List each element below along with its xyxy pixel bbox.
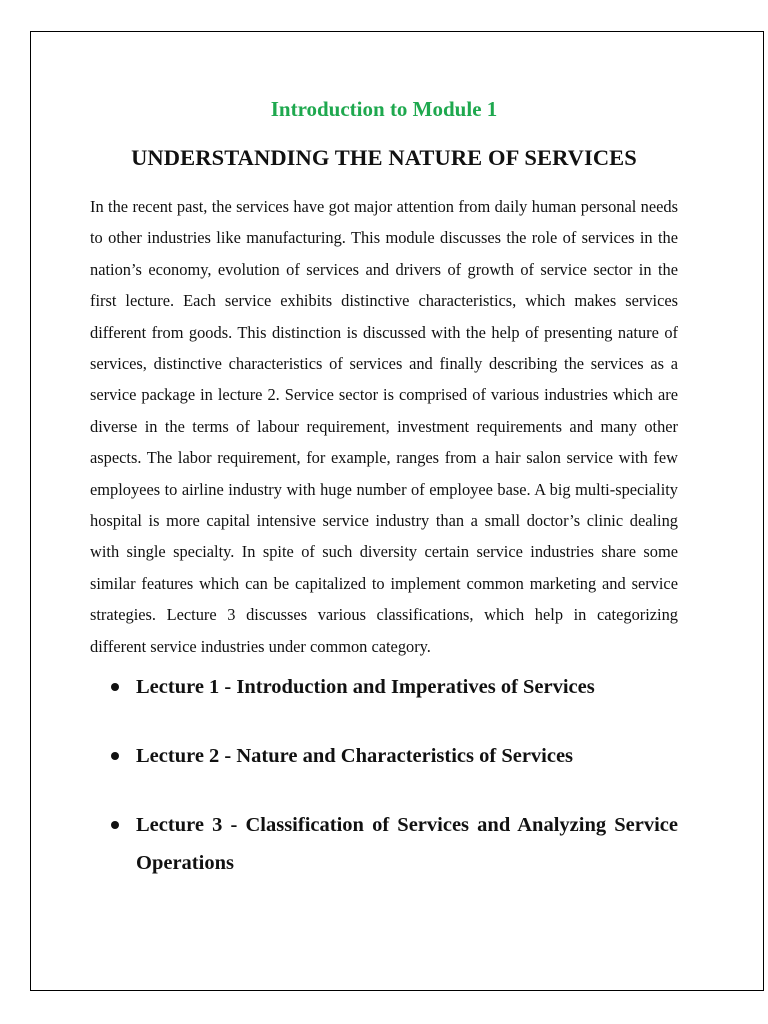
lecture-label: Lecture 3 - Classification of Services and Analyzing Service Operations — [136, 814, 678, 875]
bullet-icon — [111, 821, 119, 829]
lecture-label: Lecture 2 - Nature and Characteristics of Services — [136, 745, 574, 768]
lecture-label: Lecture 1 - Introduction and Imperatives of Services — [136, 676, 595, 699]
intro-paragraph: In the recent past, the services have got major attention from daily human personal needs to other industries like manufacturing. This module discusses the role of services in the nation’s economy, evolution of services and drivers of growth of service sector in the first lecture. Each service exhibits distinctive characteristics, which makes services different from goods. This distinction is discussed with the help of presenting nature of services, distinctive characteristics of services and finally describing the services as a service package in lecture 2. Service sector is comprised of various industries which are diverse in the terms of labour requirement, investment requirements and many other aspects. The labor requirement, for example, ranges from a hair salon service with few employees to airline industry with huge number of employee base. A big multi-speciality hospital is more capital intensive service industry than a small doctor’s clinic dealing with single specialty. In spite of such diversity certain service industries share some similar features which can be capitalized to implement common marketing and service strategies. Lecture 3 discusses various classifications, which help in categorizing different service industries under common category. — [90, 197, 678, 656]
lecture-list — [90, 668, 678, 882]
page-title: UNDERSTANDING THE NATURE OF SERVICES — [131, 145, 637, 170]
lecture-item-1 — [90, 668, 678, 706]
bullet-icon — [111, 752, 119, 760]
lecture-item-3 — [90, 806, 678, 882]
module-title: Introduction to Module 1 — [270, 97, 498, 121]
bullet-icon — [111, 683, 119, 691]
lecture-item-2 — [90, 737, 678, 775]
page-content — [90, 95, 678, 882]
